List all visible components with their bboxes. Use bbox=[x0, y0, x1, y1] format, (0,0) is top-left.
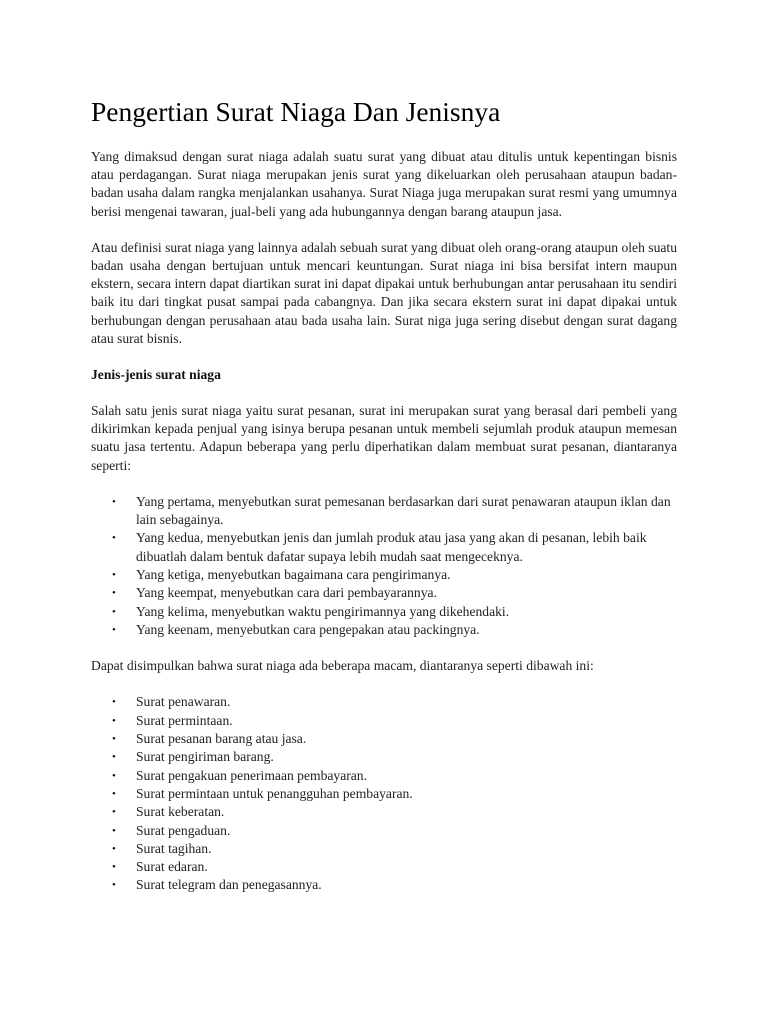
list-item-text: Surat pengaduan. bbox=[136, 822, 231, 838]
bullet-icon: • bbox=[112, 532, 116, 545]
bullet-icon: • bbox=[112, 861, 116, 874]
paragraph-definition: Yang dimaksud dengan surat niaga adalah suatu surat yang dibuat atau ditulis untuk kepentingan bisnis atau perdagangan. Surat niaga merupakan jenis surat yang dikeluarkan oleh perusahaan ataupun badan-badan usaha dalam rangka menjalankan usahanya. Surat Niaga juga merupakan surat resmi yang umumnya berisi mengenai tawaran, jual-beli yang ada hubungannya dengan barang ataupun jasa. bbox=[91, 149, 677, 219]
list-item bbox=[91, 785, 677, 803]
paragraph-alternative-definition: Atau definisi surat niaga yang lainnya adalah sebuah surat yang dibuat oleh orang-orang ataupun oleh suatu badan usaha dengan bertujuan untuk mencari keuntungan. Surat niaga ini bisa bersifat intern maupun ekstern, secara intern dapat diartikan surat ini dapat dipakai untuk berhubungan antar perusahaan itu sendiri baik itu dari tingkat pusat sampai pada cabangnya. Dan jika secara ekstern surat ini dapat dipakai untuk berhubungan dengan perusahaan atau bada usaha lain. Surat niga juga sering disebut dengan surat dagang atau surat bisnis. bbox=[91, 239, 677, 346]
list-item-text: Surat telegram dan penegasannya. bbox=[136, 877, 322, 893]
list-item-text: Yang kedua, menyebutkan jenis dan jumlah produk atau jasa yang akan di pesanan, lebih baik dibuatlah dalam bentuk dafatar supaya lebih mudah saat mengeceknya. bbox=[136, 530, 647, 564]
list-item-text: Surat pengakuan penerimaan pembayaran. bbox=[136, 767, 367, 783]
list-item-text: Surat permintaan. bbox=[136, 712, 233, 728]
bullet-icon: • bbox=[112, 569, 116, 582]
bullet-icon: • bbox=[112, 623, 116, 636]
list-item bbox=[91, 730, 677, 748]
bullet-icon: • bbox=[112, 714, 116, 727]
list-item bbox=[91, 621, 677, 639]
list-item-text: Surat penawaran. bbox=[136, 694, 231, 710]
document-content bbox=[91, 96, 677, 895]
paragraph-summary: Dapat disimpulkan bahwa surat niaga ada beberapa macam, diantaranya seperti dibawah ini: bbox=[91, 658, 594, 674]
paragraph-surat-pesanan: Salah satu jenis surat niaga yaitu surat pesanan, surat ini merupakan surat yang berasal dari pembeli yang dikirimkan kepada penjual yang isinya berupa pesanan untuk membeli sejumlah produk ataupun memesan suatu jasa tertentu. Adapun beberapa yang perlu diperhatikan dalam membuat surat pesanan, diantaranya seperti: bbox=[91, 403, 677, 473]
bullet-icon: • bbox=[112, 495, 116, 508]
list-item bbox=[91, 803, 677, 821]
list-item bbox=[91, 493, 677, 530]
list-item-text: Yang pertama, menyebutkan surat pemesanan berdasarkan dari surat penawaran ataupun iklan dan lain sebagainya. bbox=[136, 493, 671, 528]
bullet-icon: • bbox=[112, 806, 116, 819]
list-item bbox=[91, 693, 677, 711]
bullet-icon: • bbox=[112, 787, 116, 800]
list-item bbox=[91, 603, 677, 621]
list-item-text: Yang keempat, menyebutkan cara dari pembayarannya. bbox=[136, 585, 437, 601]
list-item bbox=[91, 858, 677, 876]
list-item bbox=[91, 876, 677, 894]
surat-niaga-types-list bbox=[91, 693, 677, 894]
list-item bbox=[91, 822, 677, 840]
bullet-icon: • bbox=[112, 587, 116, 600]
list-item-text: Yang keenam, menyebutkan cara pengepakan atau packingnya. bbox=[136, 621, 480, 637]
list-item-text: Surat pesanan barang atau jasa. bbox=[136, 731, 307, 747]
list-item-text: Yang ketiga, menyebutkan bagaimana cara pengirimanya. bbox=[136, 567, 451, 583]
bullet-icon: • bbox=[112, 824, 116, 837]
list-item bbox=[91, 584, 677, 602]
section-heading: Jenis-jenis surat niaga bbox=[91, 367, 221, 383]
list-item bbox=[91, 529, 677, 566]
list-item bbox=[91, 840, 677, 858]
bullet-icon: • bbox=[112, 769, 116, 782]
list-item-text: Surat pengiriman barang. bbox=[136, 749, 274, 765]
bullet-icon: • bbox=[112, 605, 116, 618]
list-item-text: Surat permintaan untuk penangguhan pembayaran. bbox=[136, 785, 413, 801]
bullet-icon: • bbox=[112, 751, 116, 764]
list-item-text: Yang kelima, menyebutkan waktu pengirimannya yang dikehendaki. bbox=[136, 603, 510, 619]
surat-pesanan-points-list bbox=[91, 493, 677, 639]
bullet-icon: • bbox=[112, 879, 116, 892]
list-item-text: Surat keberatan. bbox=[136, 804, 225, 820]
list-item bbox=[91, 748, 677, 766]
list-item bbox=[91, 712, 677, 730]
list-item bbox=[91, 767, 677, 785]
list-item-text: Surat tagihan. bbox=[136, 840, 212, 856]
bullet-icon: • bbox=[112, 696, 116, 709]
list-item-text: Surat edaran. bbox=[136, 859, 208, 875]
bullet-icon: • bbox=[112, 733, 116, 746]
list-item bbox=[91, 566, 677, 584]
bullet-icon: • bbox=[112, 842, 116, 855]
page-title: Pengertian Surat Niaga Dan Jenisnya bbox=[91, 96, 501, 127]
